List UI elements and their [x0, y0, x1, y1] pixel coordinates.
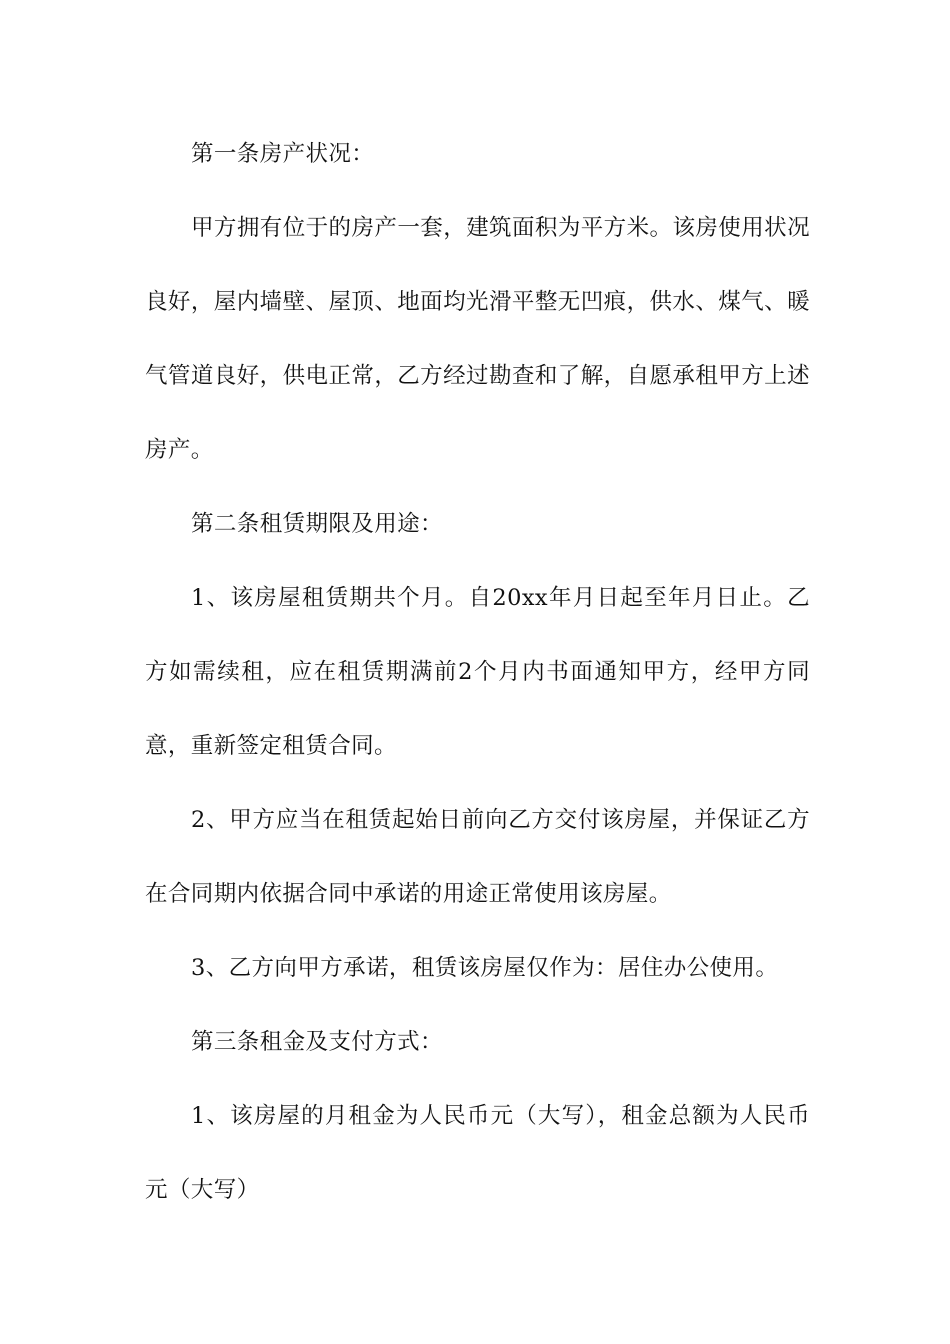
- section-heading-property-condition: 第一条房产状况：: [191, 141, 375, 167]
- section-heading-lease-term: 第二条租赁期限及用途：: [191, 511, 443, 537]
- paragraph-lease-term-3: 3、乙方向甲方承诺，租赁该房屋仅作为：居住办公使用。: [191, 955, 779, 981]
- document-body: [145, 117, 810, 1227]
- paragraph-property-description: 甲方拥有位于的房产一套，建筑面积为平方米。该房使用状况良好，屋内墙壁、屋顶、地面均光滑平整无凹痕，供水、煤气、暖气管道良好，供电正常，乙方经过勘查和了解，自愿承租甲方上述房产。: [145, 215, 810, 463]
- section-heading-rent-payment: 第三条租金及支付方式：: [191, 1029, 443, 1055]
- paragraph-rent-payment-1: 1、该房屋的月租金为人民币元（大写），租金总额为人民币元（大写）: [145, 1103, 810, 1203]
- paragraph-lease-term-1: 1、该房屋租赁期共个月。自20xx年月日起至年月日止。乙方如需续租，应在租赁期满前2个月内书面通知甲方，经甲方同意，重新签定租赁合同。: [145, 585, 810, 759]
- paragraph-lease-term-2: 2、甲方应当在租赁起始日前向乙方交付该房屋，并保证乙方在合同期内依据合同中承诺的用途正常使用该房屋。: [145, 807, 810, 907]
